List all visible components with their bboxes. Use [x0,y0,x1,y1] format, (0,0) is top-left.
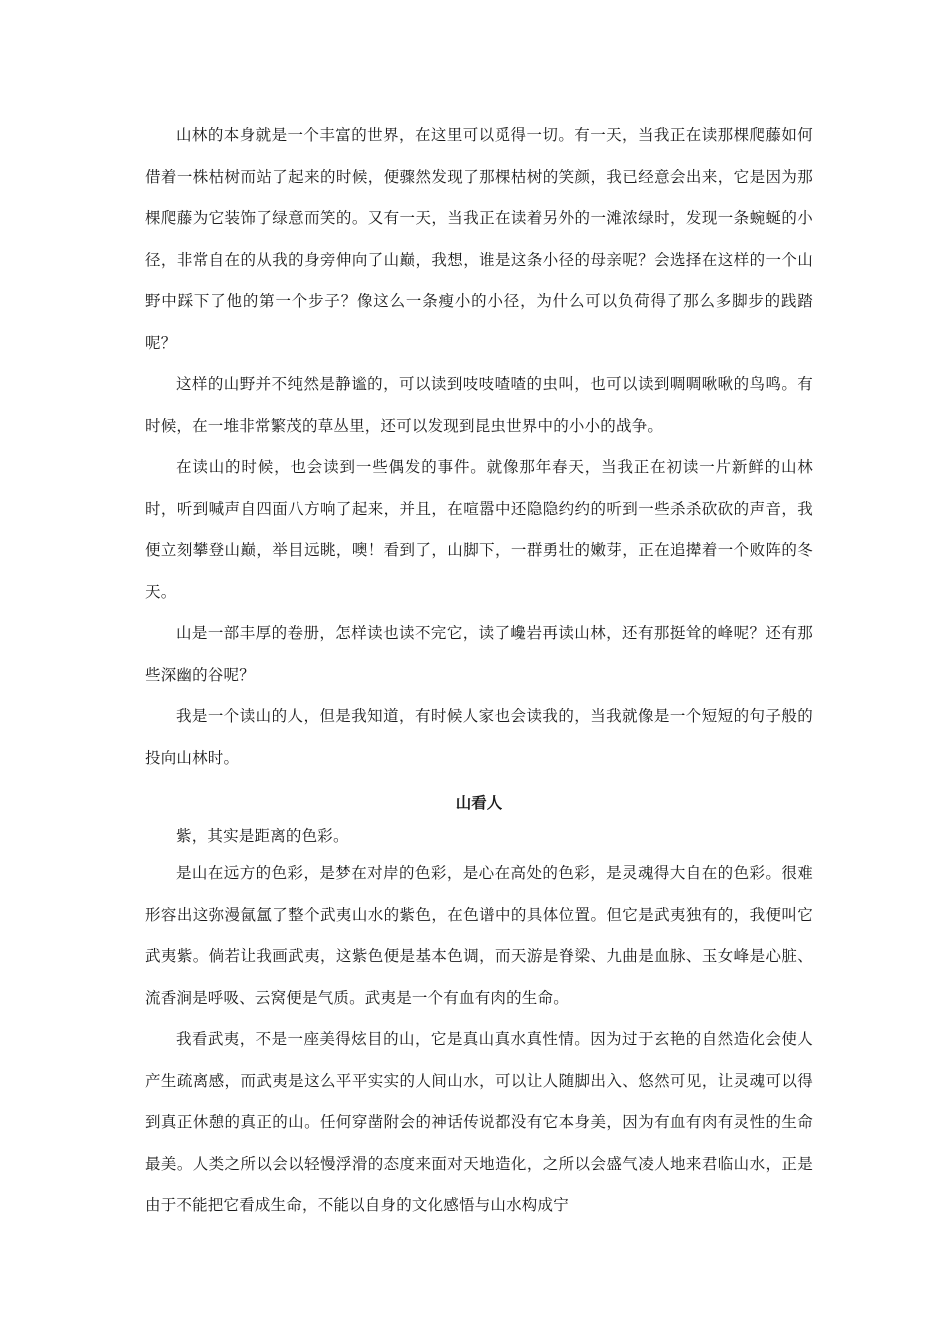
paragraph: 紫，其实是距离的色彩。 [176,827,349,845]
section-read-mountain [145,115,813,779]
paragraph: 这样的山野并不纯然是静谧的，可以读到吱吱喳喳的虫叫，也可以读到啁啁啾啾的鸟鸣。有时候，在一堆非常繁茂的草丛里，还可以发现到昆虫世界中的小小的战争。 [145,375,813,435]
paragraph: 在读山的时候，也会读到一些偶发的事件。就像那年春天，当我正在初读一片新鲜的山林时，听到喊声自四面八方响了起来，并且，在喧嚣中还隐隐约约的听到一些杀杀砍砍的声音，我便立刻攀登山巅，举目远眺，噢！看到了，山脚下，一群勇壮的嫩芽，正在追撵着一个败阵的冬天。 [145,458,813,601]
paragraph: 我是一个读山的人，但是我知道，有时候人家也会读我的，当我就像是一个短短的句子般的投向山林时。 [145,707,813,767]
section-mountain-watches [145,819,813,1227]
paragraph: 我看武夷，不是一座美得炫目的山，它是真山真水真性情。因为过于玄艳的自然造化会使人产生疏离感，而武夷是这么平平实实的人间山水，可以让人随脚出入、悠然可见，让灵魂可以得到真正休憩的真正的山。任何穿凿附会的神话传说都没有它本身美，因为有血有肉有灵性的生命最美。人类之所以会以轻慢浮滑的态度来面对天地造化，之所以会盛气凌人地来君临山水，正是由于不能把它看成生命，不能以自身的文化感悟与山水构成宁 [145,1030,813,1214]
paragraph: 山林的本身就是一个丰富的世界，在这里可以觅得一切。有一天，当我正在读那棵爬藤如何借着一株枯树而站了起来的时候，便骤然发现了那棵枯树的笑颜，我已经意会出来，它是因为那棵爬藤为它装饰了绿意而笑的。又有一天，当我正在读着另外的一滩浓绿时，发现一条蜿蜒的小径，非常自在的从我的身旁伸向了山巅，我想，谁是这条小径的母亲呢？会选择在这样的一个山野中踩下了他的第一个步子？像这么一条瘦小的小径，为什么可以负荷得了那么多脚步的践踏呢？ [145,126,813,352]
paragraph: 是山在远方的色彩，是梦在对岸的色彩，是心在高处的色彩，是灵魂得大自在的色彩。很难形容出这弥漫氤氲了整个武夷山水的紫色，在色谱中的具体位置。但它是武夷独有的，我便叫它武夷紫。倘若让我画武夷，这紫色便是基本色调，而天游是脊梁、九曲是血脉、玉女峰是心脏、流香涧是呼吸、云窝便是气质。武夷是一个有血有肉的生命。 [145,864,813,1007]
paragraph: 山是一部丰厚的卷册，怎样读也读不完它，读了巉岩再读山林，还有那挺耸的峰呢？还有那些深幽的谷呢？ [145,624,813,684]
section-title: 山看人 [455,793,503,812]
